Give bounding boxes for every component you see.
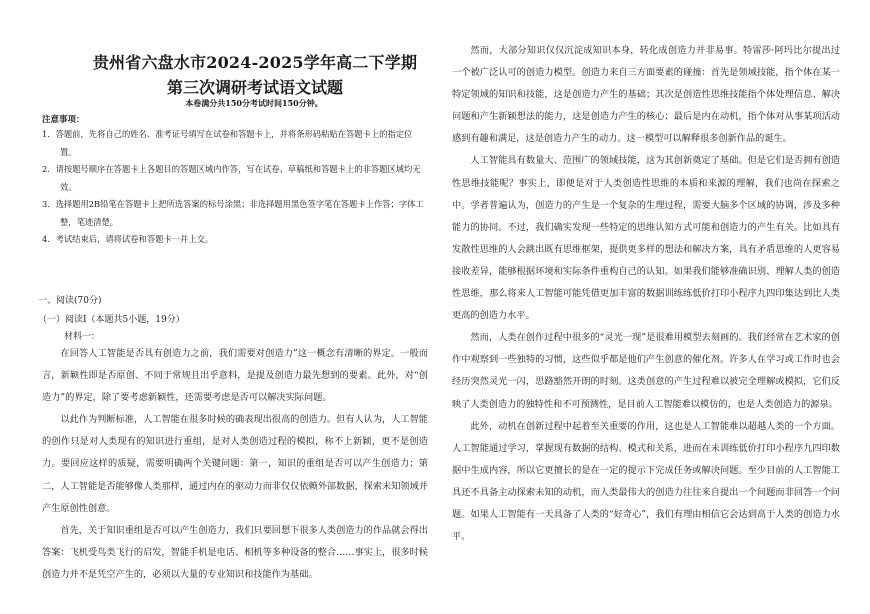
notice-item: 1．答题前，先将自己的姓名、准考证号填写在试卷和答题卡上，并将条形码粘贴在答题卡上的指定位置。 — [42, 129, 413, 157]
paragraph: 以此作为判断标准，人工智能在很多时候的确表现出很高的创造力。但有人认为，人工智能的创作只是对人类现有的知识进行重组，是对人类创造过程的模拟，称不上新颖，更不是创造力。要回应这样的质疑，需要明确两个关键问题：第一，知识的重组是否可以产生创造力；第二，人工智能是否能够像人类那样，通过内在的驱动力而非仅仅依赖外部数据，探索未知领域并产生原创性创意。 — [42, 414, 428, 514]
exam-meta: 本卷满分共150分考试时间150分钟。 — [185, 98, 323, 108]
material-label: 材料一： — [64, 332, 101, 342]
paragraph: 人工智能具有数量大、范围广的领域技能，这为其创新奠定了基础。但是它们是否拥有创造性思维技能呢？事实上，即便是对于人类创造性思维的本质和来源的理解，我们也尚在探索之中。学者普遍认为，创造力的产生是一个复杂的生理过程，需要大脑多个区域的协调，涉及多种能力的协同。不过，我们确实发现一些特定的思维认知方式可能和创造力的产生有关。比如具有发散性思维的人会跳出既有思维框架，提供更多样的想法和解决方案，具有矛盾思维的人更容易接收差异，能够根据环境和实际条件重构自己的认知。如果我们能够准确识别、理解人类的创造性思维，那么将来人工智能可能凭借更加丰富的数据训练练低价打印小程序九四印集达到比人类更高的创造力水平。 — [452, 155, 840, 322]
right-body — [452, 40, 840, 548]
left-body — [42, 343, 428, 586]
notice-list — [42, 126, 427, 249]
notice-item: 2．请按题号顺序在答题卡上各题目的答题区域内作答，写在试卷、草稿纸和答题卡上的非答题区域均无效。 — [42, 164, 421, 192]
notice-item: 3．选择题用2B铅笔在答题卡上把所选答案的标号涂黑；非选择题用黑色签字笔在答题卡上作答；字体工整，笔迹清楚。 — [42, 199, 424, 227]
paragraph: 然而，人类在创作过程中很多的“灵光一现”是很难用模型去刻画的。我们经常在艺术家的创作中观察到一些独特的习惯，这些似乎都是他们产生创意的催化剂。许多人在学习或工作时也会经历突然灵光一闪，思路豁然开朗的时刻。这类创意的产生过程难以被完全理解或模拟，它们反映了人类创造力的独特性和不可预测性，是目前人工智能难以模仿的，也是人类创造力的源泉。 — [452, 332, 840, 410]
exam-title: 贵州省六盘水市2024-2025学年高二下学期 — [92, 53, 418, 72]
notice-item: 4．考试结束后，请将试卷和答题卡一并上交。 — [42, 234, 214, 244]
subsection-heading: （一）阅读Ⅰ（本题共5小题，19分） — [38, 315, 185, 325]
paragraph: 此外，动机在创新过程中起着至关重要的作用，这也是人工智能难以超越人类的一个方面。人工智能通过学习，掌握现有数据的结构、模式和关系，进而在未训练低价打印小程序九四印数据中生成内容，所以它更擅长的是在一定的提示下完成任务或解决问题。至少目前的人工智能工具还不具备主动探索未知的动机，而人类最伟大的创造力往往来自提出一个问题而非回答一个问题。如果人工智能有一天具备了人类的“好奇心”，我们有理由相信它会达到高于人类的创造力水平。 — [452, 420, 840, 543]
paragraph: 在回答人工智能是否具有创造力之前，我们需要对创造力”这一概念有清晰的界定。一般而言，新颖性即是否原创、不同于常规且出乎意料，是提及创造力最先想到的要素。此外，对“创造力”的界定，除了要考虑新颖性，还需要考虑是否可以解决实际问题。 — [42, 348, 428, 404]
paragraph: 首先，关于知识重组是否可以产生创造力，我们只要回想下很多人类创造力的作品就会得出答案：飞机受鸟类飞行的启发，智能手机是电话、相机等多种设备的整合……事实上，很多时候创造力并不是凭空产生的，必须以大量的专业知识和技能作为基础。 — [42, 524, 428, 580]
exam-subtitle: 第三次调研考试语文试题 — [166, 78, 343, 97]
paragraph: 然而，大部分知识仅仅沉淀成知识本身，转化成创造力并非易事。特雷莎·阿玛比尔提出过一个被广泛认可的创造力模型。创造力来自三方面要素的碰撞：首先是领域技能，指个体在某一特定领域的知识和技能，这是创造力产生的基础；其次是创造性思维技能指个体处理信息、解决问题和产生新颖想法的能力，这是创造力产生的核心；最后是内在动机，指个体对从事某项活动感到有趣和满足，这是创造力产生的动力。这一模型可以解释很多创新作品的诞生。 — [452, 45, 840, 145]
notice-heading: 注意事项： — [42, 115, 85, 125]
section-heading: 一、阅读(70分) — [38, 296, 102, 306]
